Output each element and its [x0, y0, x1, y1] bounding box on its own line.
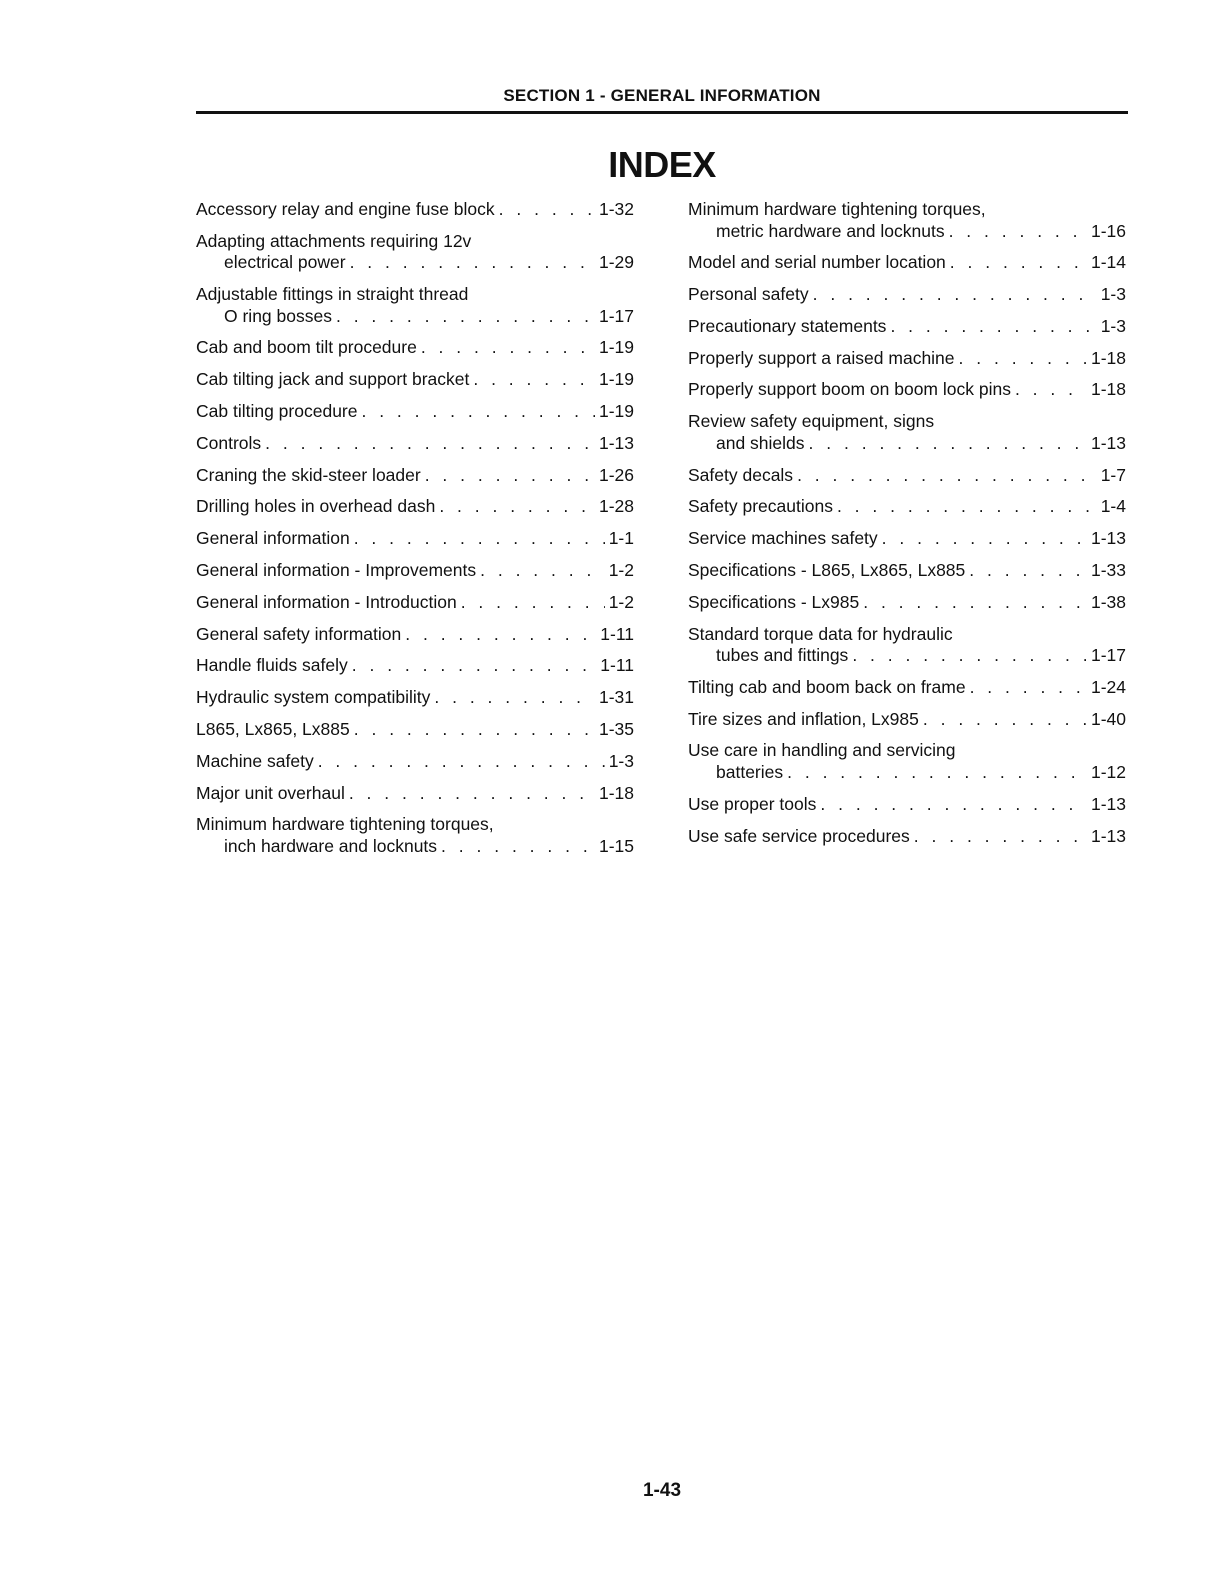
- index-entry: [688, 624, 1126, 667]
- index-entry-line: [688, 560, 1126, 582]
- dot-leader: [949, 221, 1087, 243]
- dot-leader: [959, 348, 1087, 370]
- index-entry-continuation: [196, 836, 634, 858]
- index-entry: [196, 369, 634, 391]
- index-entry-text: Cab tilting jack and support bracket: [196, 369, 470, 390]
- index-entry-page: 1-13: [1090, 825, 1126, 846]
- index-entry-line: [196, 496, 634, 518]
- index-entry-text: Drilling holes in overhead dash: [196, 496, 436, 517]
- index-column-left: [196, 199, 634, 868]
- index-entry-page: 1-11: [600, 623, 634, 644]
- dot-leader: [425, 465, 595, 487]
- index-entry: [688, 709, 1126, 731]
- index-entry-continuation: [196, 252, 634, 274]
- index-entry: [688, 465, 1126, 487]
- dot-leader: [354, 719, 595, 741]
- index-entry-text: Tire sizes and inflation, Lx985: [688, 708, 919, 729]
- dot-leader: [797, 465, 1097, 487]
- dot-leader: [421, 337, 595, 359]
- index-entry-line: [688, 496, 1126, 518]
- index-entry-continuation: [196, 306, 634, 328]
- index-entry-page: 1-4: [1100, 496, 1126, 517]
- page-number: 1-43: [642, 1480, 682, 1501]
- dot-leader: [1015, 379, 1087, 401]
- index-entry-text: Precautionary statements: [688, 315, 887, 336]
- index-entry: [196, 687, 634, 709]
- index-entry-line: [196, 465, 634, 487]
- index-entry-line: [196, 284, 634, 306]
- index-entry: [688, 411, 1126, 454]
- index-entry-page: 1-2: [608, 559, 634, 580]
- index-entry-text: Specifications - Lx985: [688, 591, 860, 612]
- index-entry-text: Use care in handling and servicing: [688, 740, 956, 761]
- index-entry-line: [688, 284, 1126, 306]
- index-entry-page: 1-13: [1090, 432, 1126, 453]
- dot-leader: [499, 199, 595, 221]
- index-entry-page: 1-13: [1090, 528, 1126, 549]
- index-entry-text: batteries: [716, 761, 784, 782]
- index-entry-line: [196, 814, 634, 836]
- index-entry-text: Tilting cab and boom back on frame: [688, 676, 966, 697]
- index-entry-page: 1-11: [600, 655, 634, 676]
- index-entry-page: 1-1: [608, 528, 634, 549]
- index-entry-text: Personal safety: [688, 284, 809, 305]
- index-entry-page: 1-7: [1100, 464, 1126, 485]
- index-entry-line: [196, 199, 634, 221]
- index-entry: [688, 252, 1126, 274]
- index-entry-text: Safety precautions: [688, 496, 833, 517]
- index-entry-line: [688, 794, 1126, 816]
- index-entry-continuation: [688, 221, 1126, 243]
- index-entry-page: 1-31: [598, 687, 634, 708]
- header-rule: [196, 111, 1128, 114]
- index-entry-page: 1-38: [1090, 591, 1126, 612]
- index-entry: [196, 560, 634, 582]
- index-entry-text: Service machines safety: [688, 528, 878, 549]
- dot-leader: [352, 655, 597, 677]
- index-column-right: [688, 199, 1126, 857]
- index-entry-text: General information - Introduction: [196, 591, 457, 612]
- index-entry: [688, 528, 1126, 550]
- index-entry: [688, 740, 1126, 783]
- index-entry-line: [688, 624, 1126, 646]
- index-entry: [688, 316, 1126, 338]
- index-entry-line: [196, 369, 634, 391]
- index-entry-text: inch hardware and locknuts: [224, 835, 438, 856]
- dot-leader: [434, 687, 595, 709]
- index-entry: [196, 337, 634, 359]
- dot-leader: [354, 528, 605, 550]
- dot-leader: [969, 560, 1087, 582]
- index-entry-line: [196, 433, 634, 455]
- index-entry-page: 1-18: [598, 782, 634, 803]
- index-entry-line: [196, 592, 634, 614]
- dot-leader: [809, 433, 1087, 455]
- dot-leader: [950, 252, 1087, 274]
- index-entry: [688, 496, 1126, 518]
- index-entry-text: Craning the skid-steer loader: [196, 464, 421, 485]
- index-entry-text: Cab tilting procedure: [196, 400, 358, 421]
- dot-leader: [405, 624, 596, 646]
- index-entry-continuation: [688, 762, 1126, 784]
- dot-leader: [882, 528, 1087, 550]
- index-entry-line: [196, 337, 634, 359]
- index-entry-line: [688, 826, 1126, 848]
- index-entry-page: 1-2: [608, 591, 634, 612]
- section-header: SECTION 1 - GENERAL INFORMATION: [503, 86, 821, 105]
- index-entry-text: Adjustable fittings in straight thread: [196, 284, 469, 305]
- index-entry-text: L865, Lx865, Lx885: [196, 718, 350, 739]
- index-entry-text: Use proper tools: [688, 793, 817, 814]
- index-entry-page: 1-13: [598, 432, 634, 453]
- index-entry-page: 1-40: [1090, 708, 1126, 729]
- index-entry: [196, 284, 634, 327]
- index-entry-text: Major unit overhaul: [196, 782, 345, 803]
- index-entry-text: Handle fluids safely: [196, 655, 348, 676]
- index-entry-page: 1-29: [598, 252, 634, 273]
- index-entry-text: Use safe service procedures: [688, 825, 910, 846]
- index-entry: [688, 560, 1126, 582]
- index-entry-line: [196, 719, 634, 741]
- index-entry: [688, 794, 1126, 816]
- index-entry: [196, 624, 634, 646]
- index-entry-text: Standard torque data for hydraulic: [688, 623, 953, 644]
- index-entry-continuation: [688, 645, 1126, 667]
- index-entry-text: Adapting attachments requiring 12v: [196, 230, 472, 251]
- index-entry-line: [688, 709, 1126, 731]
- index-entry-line: [196, 655, 634, 677]
- index-entry-line: [196, 783, 634, 805]
- dot-leader: [787, 762, 1087, 784]
- index-entry-page: 1-28: [598, 496, 634, 517]
- index-entry: [196, 783, 634, 805]
- dot-leader: [349, 783, 595, 805]
- index-entry-page: 1-17: [1090, 645, 1126, 666]
- index-entry: [196, 199, 634, 221]
- index-entry-text: Machine safety: [196, 750, 314, 771]
- index-entry-page: 1-19: [598, 337, 634, 358]
- index-entry-text: Minimum hardware tightening torques,: [196, 814, 494, 835]
- index-entry-line: [196, 560, 634, 582]
- dot-leader: [350, 252, 595, 274]
- index-entry-page: 1-24: [1090, 676, 1126, 697]
- dot-leader: [461, 592, 605, 614]
- index-entry-text: tubes and fittings: [716, 645, 849, 666]
- dot-leader: [265, 433, 595, 455]
- index-entry: [196, 401, 634, 423]
- index-entry-text: General information: [196, 528, 350, 549]
- index-entry-page: 1-17: [598, 305, 634, 326]
- dot-leader: [441, 836, 595, 858]
- index-entry: [196, 528, 634, 550]
- index-entry: [688, 592, 1126, 614]
- index-entry-line: [688, 252, 1126, 274]
- index-entry: [688, 348, 1126, 370]
- dot-leader: [863, 592, 1087, 614]
- index-entry-continuation: [688, 433, 1126, 455]
- index-entry-page: 1-18: [1090, 347, 1126, 368]
- index-entry-text: Properly support boom on boom lock pins: [688, 379, 1011, 400]
- index-entry-page: 1-33: [1090, 559, 1126, 580]
- dot-leader: [813, 284, 1097, 306]
- index-entry-text: Review safety equipment, signs: [688, 411, 935, 432]
- index-entry: [688, 379, 1126, 401]
- index-entry-line: [196, 401, 634, 423]
- index-entry-line: [688, 465, 1126, 487]
- dot-leader: [439, 496, 595, 518]
- index-entry-line: [196, 751, 634, 773]
- index-entry-text: Model and serial number location: [688, 252, 946, 273]
- index-entry-text: Specifications - L865, Lx865, Lx885: [688, 559, 966, 580]
- index-entry-text: Controls: [196, 432, 262, 453]
- index-entry-text: Safety decals: [688, 464, 794, 485]
- index-entry: [196, 719, 634, 741]
- dot-leader: [480, 560, 605, 582]
- index-entry-page: 1-19: [598, 400, 634, 421]
- index-entry: [196, 433, 634, 455]
- index-entry-page: 1-32: [598, 199, 634, 219]
- index-entry-line: [688, 677, 1126, 699]
- index-entry-page: 1-3: [608, 750, 634, 771]
- dot-leader: [336, 306, 595, 328]
- index-entry-page: 1-3: [1100, 315, 1126, 336]
- index-entry-text: General information - Improvements: [196, 559, 477, 580]
- index-entry-text: O ring bosses: [224, 305, 332, 326]
- index-entry-text: Accessory relay and engine fuse block: [196, 199, 495, 219]
- index-entry-page: 1-35: [598, 718, 634, 739]
- index-entry-text: metric hardware and locknuts: [716, 220, 945, 241]
- index-entry-page: 1-3: [1100, 284, 1126, 305]
- index-entry-line: [688, 411, 1126, 433]
- index-entry-line: [688, 592, 1126, 614]
- index-entry-page: 1-18: [1090, 379, 1126, 400]
- dot-leader: [837, 496, 1097, 518]
- index-entry-line: [196, 231, 634, 253]
- index-entry-text: Properly support a raised machine: [688, 347, 955, 368]
- index-entry-page: 1-12: [1090, 761, 1126, 782]
- index-entry-page: 1-26: [598, 464, 634, 485]
- index-entry: [196, 496, 634, 518]
- index-entry-text: and shields: [716, 432, 805, 453]
- index-entry: [196, 814, 634, 857]
- dot-leader: [852, 645, 1087, 667]
- index-entry-line: [688, 528, 1126, 550]
- index-entry-page: 1-14: [1090, 252, 1126, 273]
- index-entry-line: [196, 528, 634, 550]
- index-entry: [688, 826, 1126, 848]
- index-entry-line: [688, 316, 1126, 338]
- index-entry: [196, 231, 634, 274]
- index-entry-page: 1-19: [598, 369, 634, 390]
- index-entry-line: [688, 740, 1126, 762]
- index-entry-line: [196, 687, 634, 709]
- dot-leader: [890, 316, 1096, 338]
- index-entry-text: electrical power: [224, 252, 346, 273]
- index-entry: [688, 284, 1126, 306]
- index-entry: [196, 751, 634, 773]
- index-entry-line: [688, 379, 1126, 401]
- index-entry-text: Minimum hardware tightening torques,: [688, 199, 986, 219]
- index-entry-text: Cab and boom tilt procedure: [196, 337, 417, 358]
- index-entry-text: Hydraulic system compatibility: [196, 687, 431, 708]
- index-entry: [196, 655, 634, 677]
- index-entry: [688, 677, 1126, 699]
- index-entry-page: 1-15: [598, 835, 634, 856]
- index-entry-text: General safety information: [196, 623, 402, 644]
- index-entry-page: 1-13: [1090, 793, 1126, 814]
- index-entry-page: 1-16: [1090, 220, 1126, 241]
- dot-leader: [923, 709, 1087, 731]
- index-entry: [196, 465, 634, 487]
- index-entry: [196, 592, 634, 614]
- dot-leader: [473, 369, 595, 391]
- index-entry-line: [196, 624, 634, 646]
- index-entry-line: [688, 348, 1126, 370]
- page-title: INDEX: [608, 144, 716, 185]
- index-entry: [688, 199, 1126, 242]
- dot-leader: [361, 401, 594, 423]
- dot-leader: [914, 826, 1087, 848]
- dot-leader: [970, 677, 1087, 699]
- dot-leader: [820, 794, 1087, 816]
- dot-leader: [318, 751, 605, 773]
- index-entry-line: [688, 199, 1126, 221]
